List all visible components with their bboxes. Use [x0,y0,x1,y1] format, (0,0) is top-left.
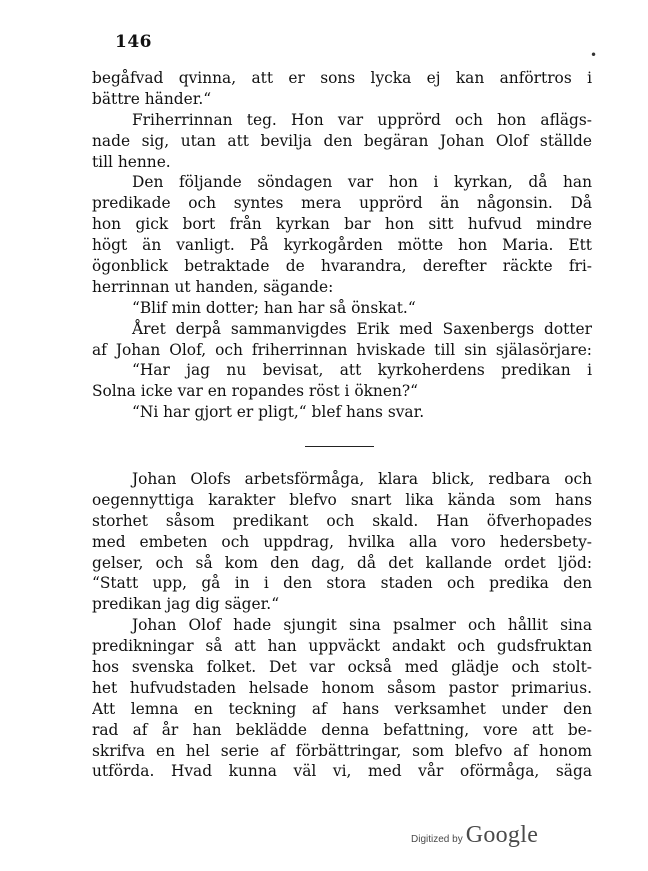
text-line: oegennyttiga karakter blefvo snart lika kända som hans [92,490,592,509]
text-line: med embeten och uppdrag, hvilka alla voro hedersbety- [92,532,592,551]
text-line: “Ni har gjort er pligt,“ blef hans svar. [132,403,425,422]
text-line: hos svenska folket. Det var också med glädje och stolt- [92,658,592,677]
text-line: het hufvudstaden helsade honom såsom pastor primarius. [92,678,592,697]
text-line: Den följande söndagen var hon i kyrkan, då han [132,173,592,192]
text-line: nade sig, utan att bevilja den begäran Johan Olof ställde [92,131,592,150]
text-line: Friherrinnan teg. Hon var upprörd och hon aflägs- [132,110,592,129]
text-line: predikningar så att han uppväckt andakt och gudsfruktan [92,637,592,656]
text-line: “Har jag nu bevisat, att kyrkoherdens predikan i [132,361,592,380]
text-line: utförda. Hvad kunna väl vi, med vår oförmåga, säga [92,762,592,781]
text-line: af Johan Olof, och friherrinnan hviskade till sin själasörjare: [92,340,592,359]
text-line: begåfvad qvinna, att er sons lycka ej kan anförtros i [92,69,592,87]
text-line: gelser, och så kom den dag, då det kallande ordet ljöd: [92,553,592,572]
text-block-bottom [92,469,592,782]
text-line: “Blif min dotter; han har så önskat.“ [132,298,416,317]
digitized-watermark [411,822,538,849]
ink-speck: • [590,48,598,62]
text-line: skrifva en hel serie af förbättringar, som blefvo af honom [92,741,592,760]
text-line: till henne. [92,152,171,171]
text-block-top [92,68,592,423]
text-line: rad af år han beklädde denna befattning, vore att be- [92,720,592,739]
text-line: Solna icke var en ropandes röst i öknen?“ [92,382,418,401]
text-line: ögonblick betraktade de hvarandra, derefter räckte fri- [92,257,592,276]
text-line: högt än vanligt. På kyrkogården mötte hon Maria. Ett [92,236,592,255]
text-line: bättre händer.“ [92,89,212,108]
text-line: predikan jag dig säger.“ [92,595,280,614]
text-line: “Statt upp, gå in i den stora staden och predika den [92,574,592,593]
section-divider [305,446,374,447]
google-logo: Google [465,822,539,848]
text-line: Att lemna en teckning af hans verksamhet under den [92,699,592,718]
page-number: 146 [115,32,152,52]
text-line: storhet såsom predikant och skald. Han öfverhopades [92,511,592,530]
text-line: herrinnan ut handen, sägande: [92,277,334,296]
text-line: Året derpå sammanvigdes Erik med Saxenbergs dotter [132,319,592,338]
text-line: Johan Olof hade sjungit sina psalmer och hållit sina [132,616,592,635]
text-line: hon gick bort från kyrkan bar hon sitt hufvud mindre [92,215,592,234]
text-line: Johan Olofs arbetsförmåga, klara blick, redbara och [132,470,592,488]
watermark-prefix: Digitized by [411,834,463,845]
text-line: predikade och syntes mera upprörd än någonsin. Då [92,194,592,213]
